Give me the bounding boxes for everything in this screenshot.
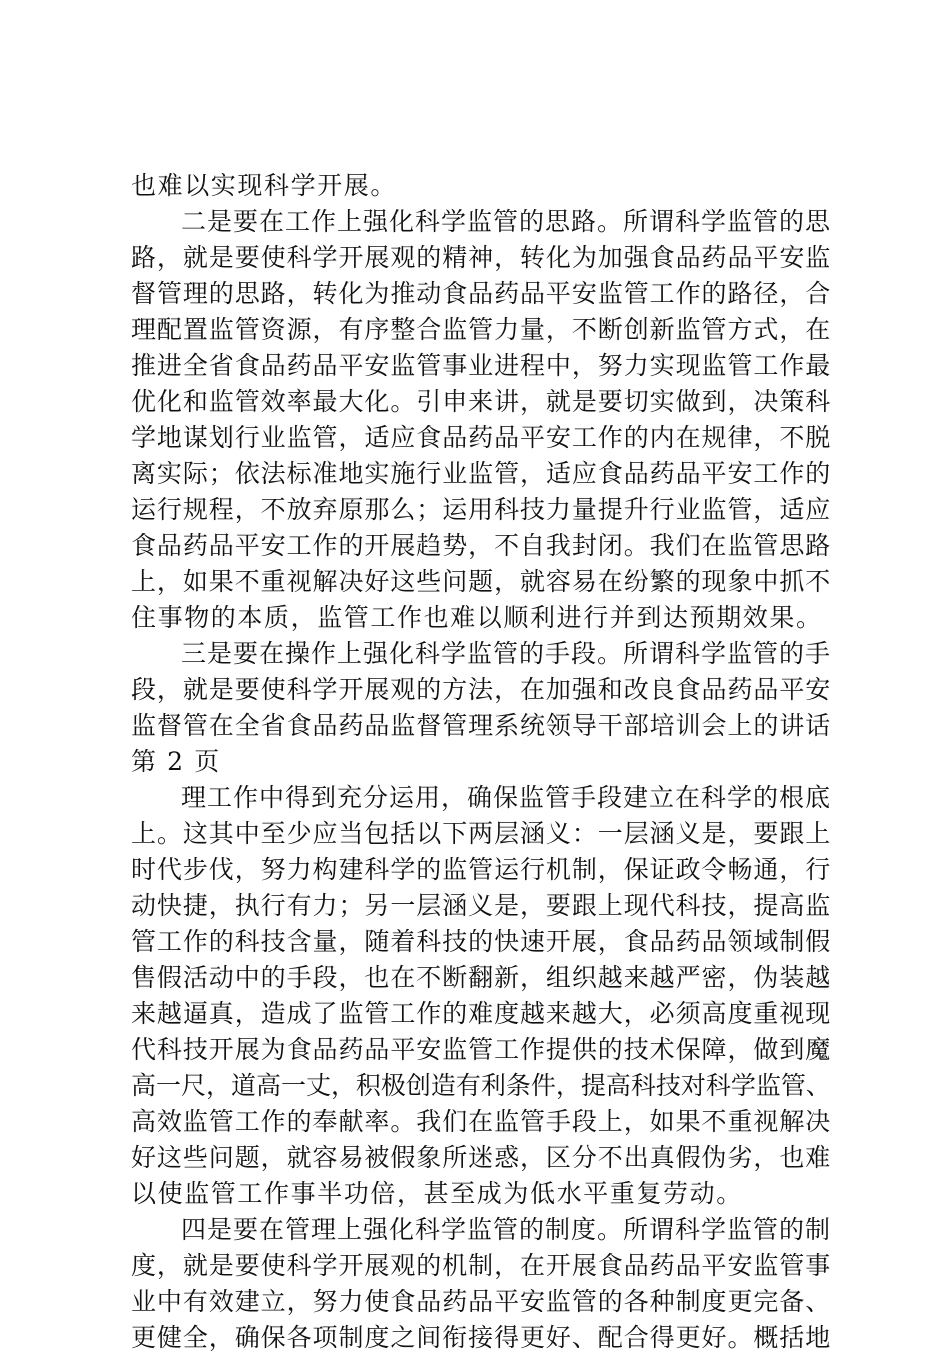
text-line: 段，就是要使科学开展观的方法，在加强和改良食品药品平安 bbox=[131, 675, 832, 704]
text-line: 动快捷，执行有力；另一层涵义是，要跟上现代科技，提高监 bbox=[131, 891, 832, 920]
text-line: 更健全，确保各项制度之间衔接得更好、配合得更好。概括地 bbox=[131, 1323, 832, 1352]
document-body-text bbox=[131, 168, 832, 1356]
text-line: 业中有效建立，努力使食品药品平安监管的各种制度更完备、 bbox=[131, 1287, 832, 1316]
text-line: 运行规程，不放弃原那么；运用科技力量提升行业监管，适应 bbox=[131, 495, 832, 524]
text-line: 也难以实现科学开展。 bbox=[131, 171, 398, 200]
text-line: 三是要在操作上强化科学监管的手段。所谓科学监管的手 bbox=[181, 639, 832, 668]
text-line: 理配置监管资源，有序整合监管力量，不断创新监管方式，在 bbox=[131, 315, 832, 344]
text-line: 管工作的科技含量，随着科技的快速开展，食品药品领域制假 bbox=[131, 927, 832, 956]
text-line: 住事物的本质，监管工作也难以顺利进行并到达预期效果。 bbox=[131, 603, 823, 632]
text-line: 离实际；依法标准地实施行业监管，适应食品药品平安工作的 bbox=[131, 459, 832, 488]
text-line: 督管理的思路，转化为推动食品药品平安监管工作的路径，合 bbox=[131, 279, 832, 308]
text-line: 四是要在管理上强化科学监管的制度。所谓科学监管的制 bbox=[181, 1215, 832, 1244]
text-line: 上，如果不重视解决好这些问题，就容易在纷繁的现象中抓不 bbox=[131, 567, 832, 596]
text-line: 售假活动中的手段，也在不断翻新，组织越来越严密，伪装越 bbox=[131, 963, 832, 992]
text-line: 路，就是要使科学开展观的精神，转化为加强食品药品平安监 bbox=[131, 243, 832, 272]
text-line: 度，就是要使科学开展观的机制，在开展食品药品平安监管事 bbox=[131, 1251, 832, 1280]
text-line: 代科技开展为食品药品平安监管工作提供的技术保障，做到魔 bbox=[131, 1035, 832, 1064]
text-line: 二是要在工作上强化科学监管的思路。所谓科学监管的思 bbox=[181, 207, 832, 236]
text-line: 理工作中得到充分运用，确保监管手段建立在科学的根底 bbox=[181, 783, 832, 812]
text-line: 推进全省食品药品平安监管事业进程中，努力实现监管工作最 bbox=[131, 351, 832, 380]
text-line: 高效监管工作的奉献率。我们在监管手段上，如果不重视解决 bbox=[131, 1107, 832, 1136]
text-line: 学地谋划行业监管，适应食品药品平安工作的内在规律，不脱 bbox=[131, 423, 832, 452]
text-line: 时代步伐，努力构建科学的监管运行机制，保证政令畅通，行 bbox=[131, 855, 832, 884]
text-line: 优化和监管效率最大化。引申来讲，就是要切实做到，决策科 bbox=[131, 387, 832, 416]
page-number: 第 2 页 bbox=[131, 747, 221, 776]
text-line: 以使监管工作事半功倍，甚至成为低水平重复劳动。 bbox=[131, 1179, 743, 1208]
text-line: 监督管在全省食品药品监督管理系统领导干部培训会上的讲话 bbox=[131, 711, 832, 740]
text-line: 食品药品平安工作的开展趋势，不自我封闭。我们在监管思路 bbox=[131, 531, 832, 560]
text-line: 来越逼真，造成了监管工作的难度越来越大，必须高度重视现 bbox=[131, 999, 832, 1028]
text-line: 高一尺，道高一丈，积极创造有利条件，提高科技对科学监管、 bbox=[131, 1071, 831, 1100]
text-line: 上。这其中至少应当包括以下两层涵义：一层涵义是，要跟上 bbox=[131, 819, 832, 848]
text-line: 好这些问题，就容易被假象所迷惑，区分不出真假伪劣，也难 bbox=[131, 1143, 832, 1172]
